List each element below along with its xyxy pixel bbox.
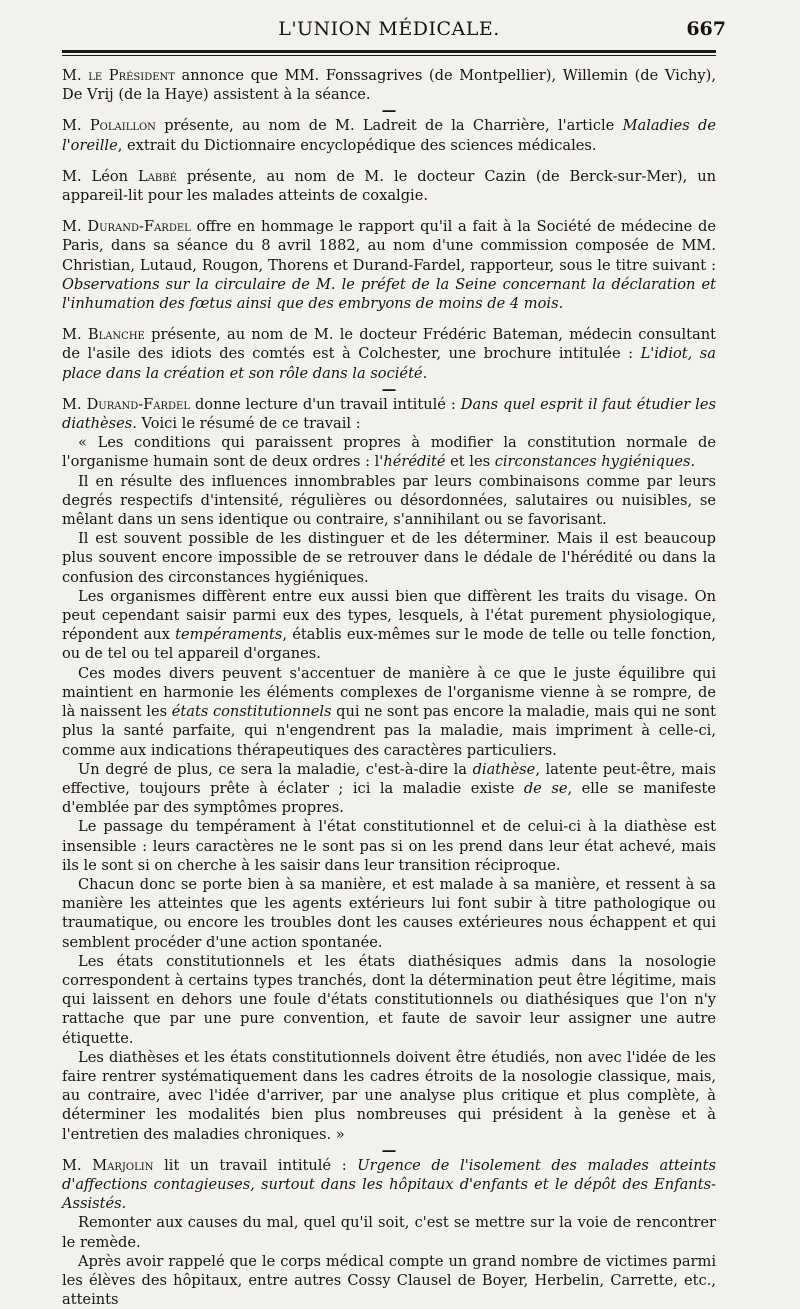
text-run: Ces modes divers peuvent s'accentuer de manière à ce que le juste équilibre qui maintient en harmonie les éléments complexes de l'organisme vienne à se rompre, de là naissent les — [62, 664, 716, 721]
paragraph — [62, 760, 716, 818]
paragraph — [62, 587, 716, 664]
paragraph — [62, 472, 716, 530]
text-run: offre en hommage le rapport qu'il a fait à la Société de médecine de Paris, dans sa séance du 8 avril 1882, au nom d'une commission composée de MM. Christian, Lutaud, Rougon, Thorens et Durand-Fardel, rapporteur, sous le titre suivant : — [62, 218, 716, 274]
paragraph — [62, 116, 716, 154]
italic-run: tempéraments — [175, 626, 283, 644]
small-caps-name: Durand-Fardel — [87, 218, 191, 236]
section-separator: — — [381, 380, 397, 398]
italic-run: Dans quel esprit il faut étudier les diathèses. — [62, 395, 716, 433]
text-run: , extrait du Dictionnaire encyclopédique des sciences médicales. — [117, 136, 597, 154]
text-run: Les états constitutionnels et les états diathésiques admis dans la nosologie correspondent à certains types tranchés, dont la détermination peut être légitime, mais qui laissent en dehors une foule d'états constitutionnels ou diathésiques que l'on n'y rattache que par une pure convention, et faute de savoir leur assigner une autre étiquette. — [62, 952, 716, 1047]
italic-run: Urgence de l'isolement des malades atteints d'affections contagieuses, surtout dans les hôpitaux d'enfants et le dépôt des Enfants-Assistés. — [62, 1156, 716, 1213]
text-run: M. — [62, 326, 88, 344]
italic-run: Maladies de l'oreille — [62, 117, 716, 154]
text-run: et les — [445, 453, 495, 471]
page-number: 667 — [686, 18, 726, 40]
text-run: qui ne sont pas encore la maladie, mais qui ne sont plus la santé parfaite, qui n'engendrent pas la maladie, mais impriment à celle-ci, comme aux indications thérapeutiques des caractères particuliers. — [62, 703, 716, 759]
header-rule — [62, 50, 716, 53]
running-header — [62, 18, 726, 46]
small-caps-name: Marjolin — [92, 1156, 154, 1174]
paragraph — [62, 433, 716, 471]
text-run: présente, au nom de M. Ladreit de la Charrière, l'article — [155, 117, 623, 135]
text-run: Les organismes diffèrent entre eux aussi bien que diffèrent les traits du visage. On peut cependant saisir parmi eux des types, lesquels, à l'état purement physiologique, répondent aux — [62, 587, 716, 644]
header-rule-thin — [62, 55, 716, 56]
text-run: Chacun donc se porte bien à sa manière, et est malade à sa manière, et ressent à sa manière les atteintes que les agents extérieurs lui font subir à titre pathologique ou traumatique, ou encore les troubles dont les causes extérieures nous échappent et qui semblent procéder d'une action spontanée. — [62, 875, 716, 951]
small-caps-name: le Président — [88, 67, 175, 84]
text-run: donne lecture d'un travail intitulé : — [189, 395, 461, 413]
paragraph — [62, 875, 716, 952]
paragraph — [62, 167, 716, 205]
text-run: M. Léon — [62, 167, 138, 185]
text-run: M. — [62, 1156, 93, 1174]
text-run: lit un travail intitulé : — [153, 1156, 358, 1174]
text-run: , elle se manifeste d'emblée par des symptômes propres. — [62, 779, 716, 817]
text-run: « Les conditions qui paraissent propres à modifier la constitution normale de l'organisme humain sont de deux ordres : l' — [62, 434, 716, 471]
text-run: annonce que MM. Fonssagrives (de Montpellier), Willemin (de Vichy), De Vrij (de la Haye) assistent à la séance. — [62, 67, 716, 104]
italic-run: états constitutionnels — [171, 703, 332, 721]
small-caps-name: Durand-Fardel — [86, 395, 190, 413]
paragraph — [62, 664, 716, 760]
paragraph — [62, 817, 716, 875]
italic-run: hérédité — [383, 453, 446, 471]
text-run: Il est souvent possible de les distinguer et de les déterminer. Mais il est beaucoup plus souvent encore impossible de se retrouver dans le dédale de l'hérédité ou dans la confusion des circonstances hygiéniques. — [62, 530, 716, 586]
paragraph — [62, 217, 716, 313]
text-run: , établis eux-mêmes sur le mode de telle ou telle fonction, ou de tel ou tel appareil d'organes. — [62, 626, 716, 663]
italic-run: de se — [523, 779, 568, 797]
text-run: Après avoir rappelé que le corps médical compte un grand nombre de victimes parmi les élèves des hôpitaux, entre autres Cossy Clausel de Boyer, Herbelin, Carrette, etc., atteints — [62, 1252, 716, 1309]
text-run: M. — [62, 117, 90, 135]
paragraph — [62, 1252, 716, 1309]
text-run: M. — [62, 67, 89, 84]
italic-run: diathèse — [472, 760, 536, 778]
journal-title: L'UNION MÉDICALE. — [278, 18, 500, 40]
text-run: Un degré de plus, ce sera la maladie, c'est-à-dire la — [78, 760, 473, 778]
paragraph — [62, 66, 716, 104]
paragraph — [62, 1048, 716, 1144]
text-run: M. — [62, 395, 87, 413]
paragraph — [62, 529, 716, 587]
small-caps-name: Labbé — [138, 167, 177, 185]
paragraph — [62, 395, 716, 433]
italic-run: circonstances hygiéniques. — [494, 453, 696, 471]
article-body — [62, 66, 716, 1309]
italic-run: Observations sur la circulaire de M. le préfet de la Seine concernant la déclaration et l'inhumation des fœtus ainsi que des embryons de moins de 4 mois. — [62, 275, 716, 313]
text-run: Les diathèses et les états constitutionnels doivent être étudiés, non avec l'idée de les faire rentrer systématiquement dans les cadres étroits de la nosologie classique, mais, au contraire, avec l'idée d'arriver, par une analyse plus critique et plus complète, à déterminer les modalités bien plus nombreuses qui président à la genèse et à l'entretien des maladies chroniques. » — [62, 1048, 716, 1143]
section-separator: — — [381, 102, 397, 120]
small-caps-name: Blanche — [87, 326, 145, 344]
paragraph — [62, 952, 716, 1048]
section-separator: — — [381, 1141, 397, 1159]
text-run: Remonter aux causes du mal, quel qu'il soit, c'est se mettre sur la voie de rencontrer le remède. — [62, 1214, 716, 1251]
paragraph — [62, 1156, 716, 1214]
text-run: M. — [62, 218, 88, 236]
paragraph — [62, 1213, 716, 1251]
text-run: présente, au nom de M. le docteur Cazin (de Berck-sur-Mer), un appareil-lit pour les malades atteints de coxalgie. — [62, 167, 716, 205]
text-run: , latente peut-être, mais effective, toujours prête à éclater ; ici la maladie existe — [62, 760, 716, 797]
text-run: Le passage du tempérament à l'état constitutionnel et de celui-ci à la diathèse est insensible : leurs caractères ne le sont pas si on les prend dans leur état achevé, mais ils le sont si on cherche à les saisir dans leur transition réciproque. — [62, 818, 716, 874]
text-run: Voici le résumé de ce travail : — [136, 415, 361, 433]
italic-run: L'idiot, sa place dans la création et son rôle dans la société. — [62, 345, 716, 382]
small-caps-name: Polaillon — [89, 117, 156, 135]
text-run: présente, au nom de M. le docteur Frédéric Bateman, médecin consultant de l'asile des idiots des comtés est à Colchester, une brochure intitulée : — [62, 326, 716, 363]
paragraph — [62, 325, 716, 383]
text-run: Il en résulte des influences innombrables par leurs combinaisons comme par leurs degrés respectifs d'intensité, régulières ou désordonnées, salutaires ou nuisibles, se mêlant dans un sens identique ou contraire, s'annihilant ou se favorisant. — [62, 472, 716, 529]
